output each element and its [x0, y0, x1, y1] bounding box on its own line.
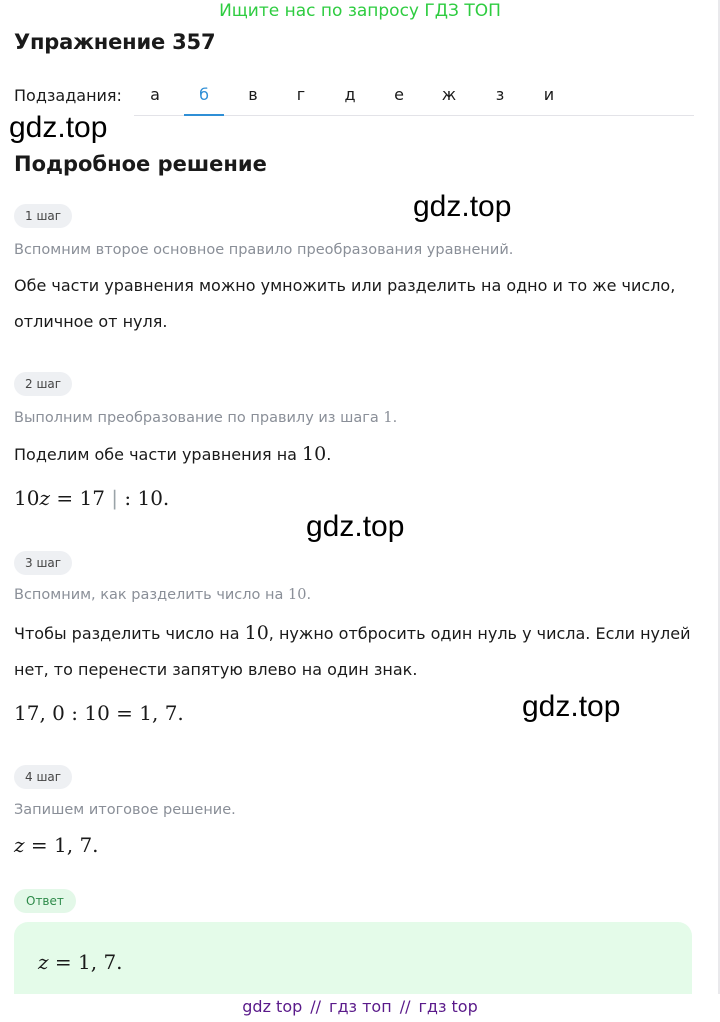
step-hint: Запишем итоговое решение. — [14, 802, 236, 818]
subtasks-nav — [14, 76, 694, 116]
watermark: gdz.top — [413, 190, 512, 223]
footer-link-gdz-top-ru[interactable]: гдз топ — [329, 997, 392, 1016]
subtask-tab-d[interactable]: д — [344, 85, 356, 104]
footer-link-gdz-top-mixed[interactable]: гдз top — [418, 997, 478, 1016]
step-math: 10z = 17 | : 10. — [14, 486, 170, 510]
step-badge: 2 шаг — [14, 372, 72, 396]
step-text: Поделим обе части уравнения на 10. — [14, 443, 332, 465]
subtask-tab-b[interactable]: б — [184, 76, 224, 116]
footer-links — [0, 994, 720, 1022]
subtask-tab-a[interactable]: а — [150, 85, 160, 104]
step-hint: Вспомним второе основное правило преобразования уравнений. — [14, 242, 514, 258]
step-text: Чтобы разделить число на 10, нужно отбросить один нуль у числа. Если нулей нет, то перенести запятую влево на один знак. — [14, 622, 691, 679]
subtasks-label: Подзадания: — [14, 86, 122, 105]
footer-separator: // — [399, 997, 411, 1016]
answer-math: z = 1, 7. — [38, 950, 123, 974]
step-badge: 1 шаг — [14, 204, 72, 228]
step-text: Обе части уравнения можно умножить или разделить на одно и то же число, отличное от нуля. — [14, 276, 676, 331]
page-title: Упражнение 357 — [14, 30, 216, 54]
step-hint: Вспомним, как разделить число на 10. — [14, 587, 312, 603]
subtask-tab-e[interactable]: е — [394, 85, 404, 104]
step-badge: 4 шаг — [14, 765, 72, 789]
watermark: gdz.top — [9, 111, 108, 144]
footer-link-gdz-top[interactable]: gdz top — [242, 997, 303, 1016]
subtask-tab-g[interactable]: г — [296, 85, 306, 104]
footer-separator: // — [310, 997, 322, 1016]
step-math: z = 1, 7. — [14, 833, 99, 857]
step-math: 17, 0 : 10 = 1, 7. — [14, 701, 184, 725]
step-badge: 3 шаг — [14, 551, 72, 575]
watermark: gdz.top — [306, 510, 405, 543]
watermark: gdz.top — [522, 690, 621, 723]
search-banner: Ищите нас по запросу ГДЗ ТОП — [219, 1, 501, 21]
subtask-tab-zh[interactable]: ж — [441, 85, 457, 104]
solution-title: Подробное решение — [14, 152, 267, 176]
subtask-tab-v[interactable]: в — [248, 85, 258, 104]
answer-box — [14, 922, 692, 1002]
subtask-tab-z[interactable]: з — [495, 85, 505, 104]
subtask-tab-i[interactable]: и — [543, 85, 555, 104]
answer-badge: Ответ — [14, 889, 76, 913]
step-hint: Выполним преобразование по правилу из шага 1. — [14, 410, 398, 426]
